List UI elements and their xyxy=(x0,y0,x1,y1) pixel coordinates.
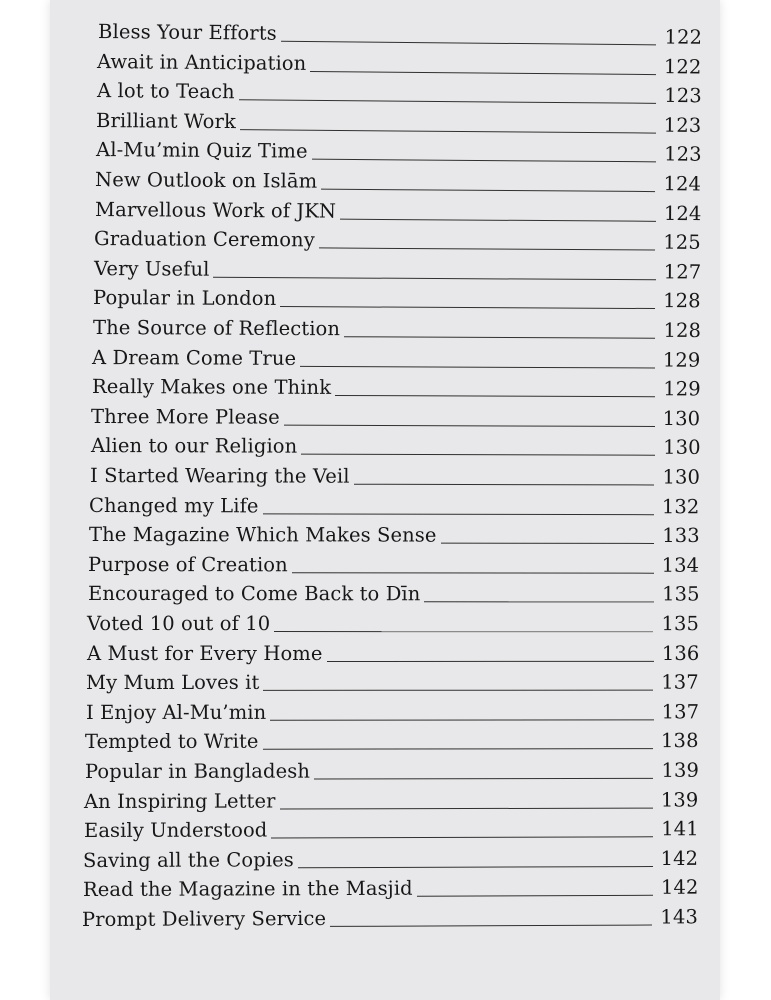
toc-entry-title: Easily Understood xyxy=(83,818,267,843)
toc-entry-title: Graduation Ceremony xyxy=(94,227,316,252)
toc-entry-page-number: 130 xyxy=(662,465,701,489)
toc-leader-line xyxy=(311,158,656,163)
toc-entry xyxy=(92,340,701,373)
toc-entry xyxy=(87,635,699,665)
toc-leader-line xyxy=(213,275,655,280)
toc-entry-title: My Mum Loves it xyxy=(86,671,260,695)
toc-entry-title: Very Useful xyxy=(93,256,210,281)
toc-entry-page-number: 128 xyxy=(663,289,701,313)
toc-entry xyxy=(95,162,701,196)
toc-leader-line xyxy=(344,335,655,339)
toc-entry-page-number: 134 xyxy=(662,553,700,577)
toc-entry-page-number: 143 xyxy=(660,905,698,929)
toc-entry xyxy=(88,547,699,578)
toc-entry-page-number: 132 xyxy=(662,494,700,518)
toc-entry-title: New Outlook on Islām xyxy=(95,168,318,193)
toc-entry-title: Tempted to Write xyxy=(85,730,259,754)
toc-leader-line xyxy=(314,777,653,780)
toc-entry-page-number: 135 xyxy=(661,582,700,606)
toc-entry xyxy=(85,753,699,784)
toc-entry-page-number: 142 xyxy=(660,875,699,900)
toc-entry xyxy=(94,221,701,255)
toc-entry-page-number: 123 xyxy=(663,142,702,167)
toc-entry-title: The Source of Reflection xyxy=(92,316,340,341)
toc-entry xyxy=(86,694,699,725)
toc-leader-line xyxy=(280,806,653,809)
toc-entry-title: A Dream Come True xyxy=(92,345,297,370)
table-of-contents xyxy=(50,0,720,1000)
toc-entry-page-number: 130 xyxy=(662,436,701,460)
toc-entry-page-number: 133 xyxy=(662,524,700,548)
toc-leader-line xyxy=(301,453,655,456)
toc-entry xyxy=(82,870,698,902)
toc-entry-title: Read the Magazine in the Masjid xyxy=(82,877,413,902)
toc-leader-line xyxy=(240,128,656,133)
toc-leader-line xyxy=(322,188,656,192)
toc-entry-page-number: 125 xyxy=(663,230,702,255)
toc-entry-title: Prompt Delivery Service xyxy=(81,906,327,931)
toc-entry-page-number: 137 xyxy=(661,700,699,724)
toc-entry xyxy=(86,665,699,695)
toc-entry-title: Await in Anticipation xyxy=(97,49,307,75)
toc-entry-title: Encouraged to Come Back to Dīn xyxy=(87,582,421,606)
toc-entry xyxy=(87,606,699,636)
toc-leader-line xyxy=(270,718,653,720)
toc-entry xyxy=(89,488,699,519)
toc-entry xyxy=(84,811,699,843)
toc-entry-page-number: 127 xyxy=(663,260,702,284)
toc-entry-title: Voted 10 out of 10 xyxy=(87,612,271,636)
toc-entry-page-number: 142 xyxy=(660,846,699,870)
toc-leader-line xyxy=(319,247,655,251)
toc-leader-line xyxy=(280,305,655,309)
toc-entry xyxy=(91,399,700,431)
toc-entry-page-number: 139 xyxy=(661,758,699,782)
toc-leader-line xyxy=(335,394,655,397)
toc-entry-page-number: 139 xyxy=(660,788,699,812)
toc-entry-title: Changed my Life xyxy=(89,493,260,517)
toc-entry-page-number: 128 xyxy=(663,318,701,343)
toc-entry xyxy=(85,723,699,754)
toc-leader-line xyxy=(298,865,653,868)
toc-leader-line xyxy=(354,483,655,486)
toc-entry-page-number: 124 xyxy=(663,201,702,225)
toc-entry-page-number: 136 xyxy=(661,641,700,665)
toc-entry-page-number: 122 xyxy=(664,54,703,79)
toc-leader-line xyxy=(326,659,653,661)
toc-leader-line xyxy=(292,571,654,573)
toc-entry xyxy=(91,428,701,460)
toc-leader-line xyxy=(416,894,652,897)
toc-entry xyxy=(83,841,698,873)
toc-entry-title: I Started Wearing the Veil xyxy=(90,464,350,488)
toc-entry-page-number: 124 xyxy=(663,172,702,196)
toc-entry-title: An Inspiring Letter xyxy=(84,789,276,813)
toc-entry-title: Bless Your Efforts xyxy=(98,20,277,45)
toc-leader-line xyxy=(284,423,655,426)
toc-leader-line xyxy=(263,747,654,750)
toc-entry-page-number: 123 xyxy=(664,113,702,137)
toc-entry-title: Three More Please xyxy=(91,404,280,429)
toc-entry xyxy=(90,458,700,490)
book-page xyxy=(50,0,720,1000)
toc-entry-page-number: 129 xyxy=(662,377,701,401)
toc-entry-page-number: 137 xyxy=(661,670,700,694)
toc-leader-line xyxy=(271,835,653,838)
toc-leader-line xyxy=(281,40,657,46)
toc-leader-line xyxy=(275,630,654,632)
toc-entry-title: Alien to our Religion xyxy=(90,434,297,459)
toc-entry-page-number: 123 xyxy=(664,84,702,108)
toc-entry xyxy=(94,251,701,285)
toc-entry-page-number: 130 xyxy=(662,406,701,430)
toc-leader-line xyxy=(263,512,654,515)
toc-entry-page-number: 141 xyxy=(660,817,699,841)
toc-entry-page-number: 122 xyxy=(664,25,703,49)
toc-entry-page-number: 135 xyxy=(661,612,700,636)
toc-entry-title: Brilliant Work xyxy=(96,108,237,133)
toc-entry-title: Marvellous Work of JKN xyxy=(94,197,337,223)
toc-entry-title: Popular in Bangladesh xyxy=(84,759,310,783)
toc-leader-line xyxy=(264,689,654,691)
toc-entry-title: The Magazine Which Makes Sense xyxy=(88,523,437,547)
toc-entry-title: Popular in London xyxy=(93,286,277,311)
toc-entry xyxy=(84,782,698,814)
toc-entry xyxy=(92,369,701,401)
toc-leader-line xyxy=(239,98,657,104)
toc-entry-page-number: 138 xyxy=(661,729,699,753)
toc-entry-title: Really Makes one Think xyxy=(91,375,331,400)
toc-entry xyxy=(82,899,698,932)
toc-entry-page-number: 129 xyxy=(662,348,701,372)
toc-leader-line xyxy=(340,217,656,221)
toc-entry-title: Purpose of Creation xyxy=(88,552,289,577)
toc-entry-title: A lot to Teach xyxy=(96,79,235,104)
toc-entry xyxy=(89,517,700,548)
toc-leader-line xyxy=(300,365,655,369)
toc-leader-line xyxy=(330,924,652,927)
toc-leader-line xyxy=(440,542,654,544)
toc-entry-title: Al-Mu’min Quiz Time xyxy=(95,138,308,164)
toc-leader-line xyxy=(424,601,654,603)
toc-entry xyxy=(88,576,700,606)
toc-entry xyxy=(93,280,701,313)
toc-entry-title: A Must for Every Home xyxy=(86,641,323,665)
toc-entry-title: I Enjoy Al-Mu’min xyxy=(85,700,267,724)
toc-leader-line xyxy=(311,70,657,75)
toc-entry xyxy=(93,310,701,343)
toc-entry-title: Saving all the Copies xyxy=(82,848,294,872)
